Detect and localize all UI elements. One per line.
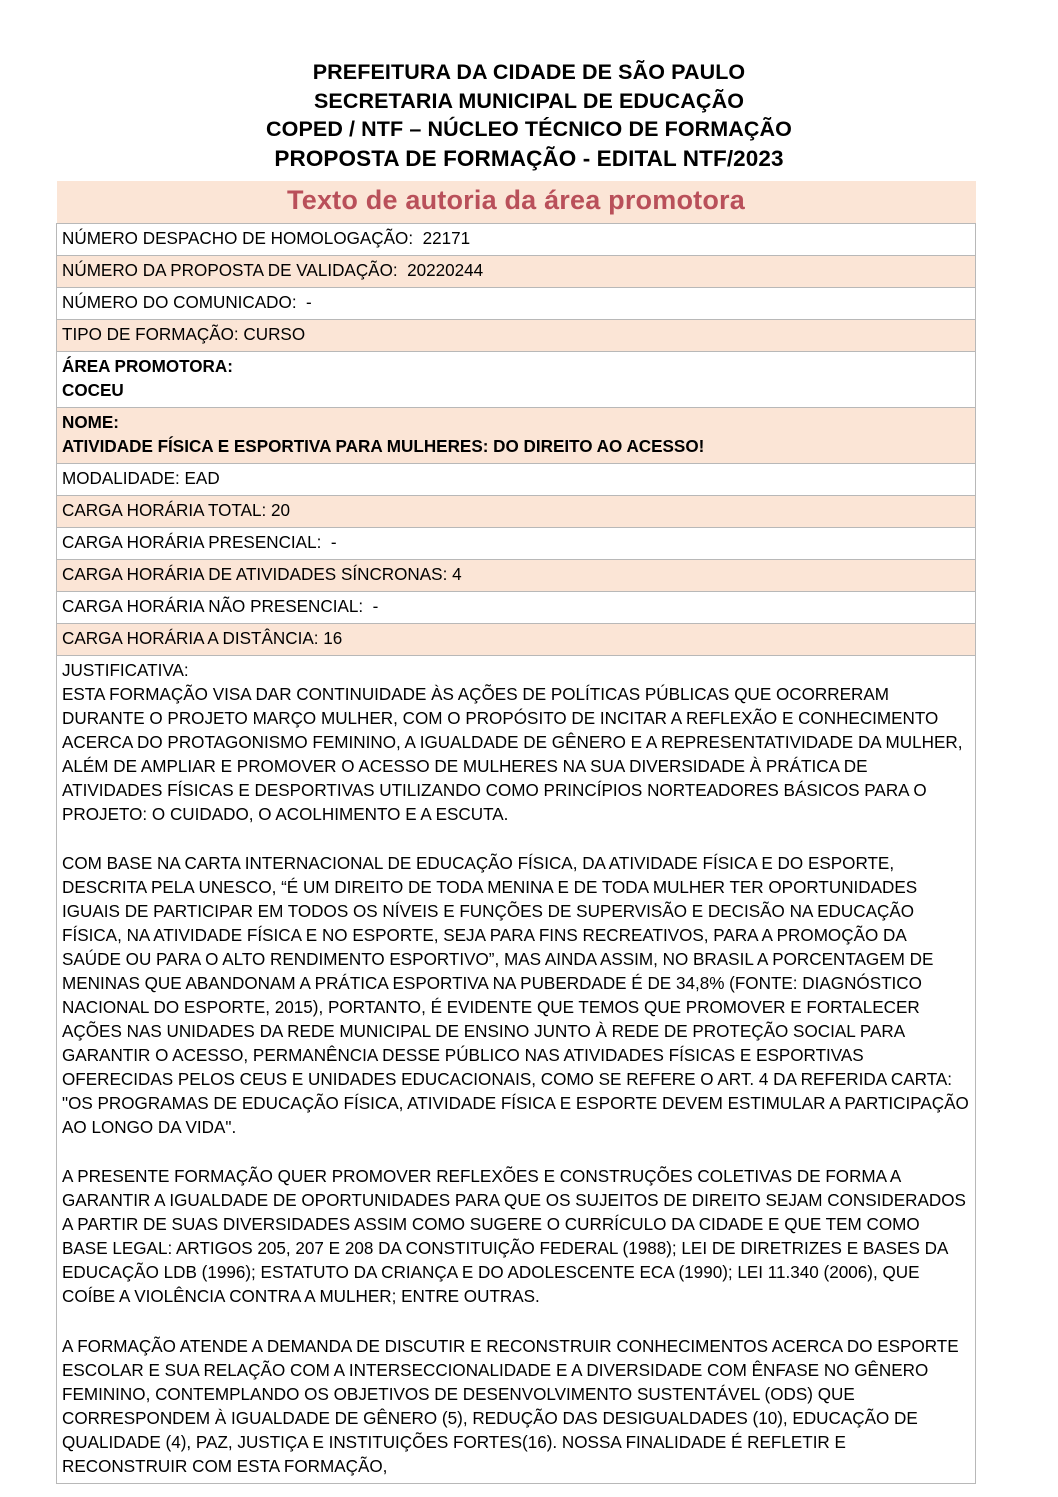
field-value: COCEU xyxy=(62,380,124,400)
justificativa-paragraph-3: A PRESENTE FORMAÇÃO QUER PROMOVER REFLEXÕES E CONSTRUÇÕES COLETIVAS DE FORMA A GARANTIR A IGUALDADE DE OPORTUNIDADES PARA QUE OS SUJEITOS DE DIREITO SEJAM CONSIDERADOS A PARTIR DE SUAS DIVERSIDADES ASSIM COMO SUGERE O CURRÍCULO DA CIDADE E QUE TEM COMO BASE LEGAL: ARTIGOS 205, 207 E 208 DA CONSTITUIÇÃO FEDERAL (1988); LEI DE DIRETRIZES E BASES DA EDUCAÇÃO LDB (1996); ESTATUTO DA CRIANÇA E DO ADOLESCENTE ECA (1990); LEI 11.340 (2006), QUE COÍBE A VIOLÊNCIA CONTRA A MULHER; ENTRE OUTRAS. xyxy=(62,1167,966,1307)
paragraph-spacer xyxy=(62,827,969,852)
header-line-coped-ntf: COPED / NTF – NÚCLEO TÉCNICO DE FORMAÇÃO xyxy=(266,117,792,141)
field-label: CARGA HORÁRIA DE ATIVIDADES SÍNCRONAS: 4 xyxy=(62,564,462,584)
header-line-proposta-edital: PROPOSTA DE FORMAÇÃO - EDITAL NTF/2023 xyxy=(274,145,784,171)
field-modalidade xyxy=(57,463,976,495)
field-area-promotora xyxy=(57,351,976,407)
paragraph-spacer xyxy=(62,1140,969,1165)
table-row xyxy=(57,319,976,351)
table-row xyxy=(57,223,976,255)
table-row xyxy=(57,623,976,655)
field-label: CARGA HORÁRIA TOTAL: 20 xyxy=(62,500,290,520)
field-label: NOME: xyxy=(62,412,119,432)
table-row xyxy=(57,463,976,495)
table-row xyxy=(57,407,976,463)
field-numero-proposta-validacao xyxy=(57,255,976,287)
field-numero-comunicado xyxy=(57,287,976,319)
field-label: CARGA HORÁRIA PRESENCIAL: - xyxy=(62,532,337,552)
field-tipo-de-formacao xyxy=(57,319,976,351)
proposal-form-table xyxy=(56,181,976,1484)
field-label: TIPO DE FORMAÇÃO: CURSO xyxy=(62,324,306,344)
table-row xyxy=(57,527,976,559)
field-carga-horaria-sincronas xyxy=(57,559,976,591)
field-carga-horaria-nao-presencial xyxy=(57,591,976,623)
header-line-prefeitura: PREFEITURA DA CIDADE DE SÃO PAULO xyxy=(312,60,746,84)
table-row xyxy=(57,495,976,527)
banner-row xyxy=(57,181,976,224)
justificativa-paragraph-4: A FORMAÇÃO ATENDE A DEMANDA DE DISCUTIR E RECONSTRUIR CONHECIMENTOS ACERCA DO ESPORTE ESCOLAR E SUA RELAÇÃO COM A INTERSECCIONALIDADE E A DIVERSIDADE COM ÊNFASE NO GÊNERO FEMININO, CONTEMPLANDO OS OBJETIVOS DE DESENVOLVIMENTO SUSTENTÁVEL (ODS) QUE CORRESPONDEM À IGUALDADE DE GÊNERO (5), REDUÇÃO DAS DESIGUALDADES (10), EDUCAÇÃO DE QUALIDADE (4), PAZ, JUSTIÇA E INSTITUIÇÕES FORTES(16). NOSSA FINALIDADE É REFLETIR E RECONSTRUIR COM ESTA FORMAÇÃO, xyxy=(62,1336,959,1476)
field-nome xyxy=(57,407,976,463)
table-row xyxy=(57,559,976,591)
field-label: ÁREA PROMOTORA: xyxy=(62,356,233,376)
field-value: ATIVIDADE FÍSICA E ESPORTIVA PARA MULHERES: DO DIREITO AO ACESSO! xyxy=(62,436,705,456)
document-header xyxy=(0,0,1058,174)
banner-title: Texto de autoria da área promotora xyxy=(287,184,745,215)
field-carga-horaria-presencial xyxy=(57,527,976,559)
field-justificativa xyxy=(57,655,976,1483)
table-row xyxy=(57,351,976,407)
justificativa-paragraph-2: COM BASE NA CARTA INTERNACIONAL DE EDUCAÇÃO FÍSICA, DA ATIVIDADE FÍSICA E DO ESPORTE, DESCRITA PELA UNESCO, “É UM DIREITO DE TODA MENINA E DE TODA MULHER TER OPORTUNIDADES IGUAIS DE PARTICIPAR EM TODOS OS NÍVEIS E FUNÇÕES DE SUPERVISÃO E DECISÃO NA EDUCAÇÃO FÍSICA, NA ATIVIDADE FÍSICA E NO ESPORTE, SEJA PARA FINS RECREATIVOS, PARA A PROMOÇÃO DA SAÚDE OU PARA O ALTO RENDIMENTO ESPORTIVO”, MAS AINDA ASSIM, NO BRASIL A PORCENTAGEM DE MENINAS QUE ABANDONAM A PRÁTICA ESPORTIVA NA PUBERDADE É DE 34,8% (FONTE: DIAGNÓSTICO NACIONAL DO ESPORTE, 2015), PORTANTO, É EVIDENTE QUE TEMOS QUE PROMOVER E FORTALECER AÇÕES NAS UNIDADES DA REDE MUNICIPAL DE ENSINO JUNTO À REDE DE PROTEÇÃO SOCIAL PARA GARANTIR O ACESSO, PERMANÊNCIA DESSE PÚBLICO NAS ATIVIDADES FÍSICAS E ESPORTIVAS OFERECIDAS PELOS CEUS E UNIDADES EDUCACIONAIS, COMO SE REFERE O ART. 4 DA REFERIDA CARTA: "OS PROGRAMAS DE EDUCAÇÃO FÍSICA, ATIVIDADE FÍSICA E ESPORTE DEVEM ESTIMULAR A PARTICIPAÇÃO AO LONGO DA VIDA". xyxy=(62,853,969,1137)
field-label: CARGA HORÁRIA A DISTÂNCIA: 16 xyxy=(62,628,343,648)
paragraph-spacer xyxy=(62,1309,969,1334)
banner-cell xyxy=(57,181,976,224)
field-carga-horaria-distancia xyxy=(57,623,976,655)
field-label: NÚMERO DESPACHO DE HOMOLOGAÇÃO: 22171 xyxy=(62,228,471,248)
field-label: MODALIDADE: EAD xyxy=(62,468,220,488)
field-label: CARGA HORÁRIA NÃO PRESENCIAL: - xyxy=(62,596,379,616)
field-numero-despacho-homologacao xyxy=(57,223,976,255)
header-line-secretaria: SECRETARIA MUNICIPAL DE EDUCAÇÃO xyxy=(313,88,745,113)
table-row xyxy=(57,255,976,287)
field-carga-horaria-total xyxy=(57,495,976,527)
table-row xyxy=(57,287,976,319)
field-label: NÚMERO DA PROPOSTA DE VALIDAÇÃO: 20220244 xyxy=(62,260,484,280)
justificativa-label: JUSTIFICATIVA: xyxy=(62,660,189,680)
table-row-justificativa xyxy=(57,655,976,1483)
justificativa-paragraph-1: ESTA FORMAÇÃO VISA DAR CONTINUIDADE ÀS AÇÕES DE POLÍTICAS PÚBLICAS QUE OCORRERAM DURANTE O PROJETO MARÇO MULHER, COM O PROPÓSITO DE INCITAR A REFLEXÃO E CONHECIMENTO ACERCA DO PROTAGONISMO FEMININO, A IGUALDADE DE GÊNERO E A REPRESENTATIVIDADE DA MULHER, ALÉM DE AMPLIAR E PROMOVER O ACESSO DE MULHERES NA SUA DIVERSIDADE À PRÁTICA DE ATIVIDADES FÍSICAS E DESPORTIVAS UTILIZANDO COMO PRINCÍPIOS NORTEADORES BÁSICOS PARA O PROJETO: O CUIDADO, O ACOLHIMENTO E A ESCUTA. xyxy=(62,684,963,824)
table-row xyxy=(57,591,976,623)
field-label: NÚMERO DO COMUNICADO: - xyxy=(62,292,312,312)
